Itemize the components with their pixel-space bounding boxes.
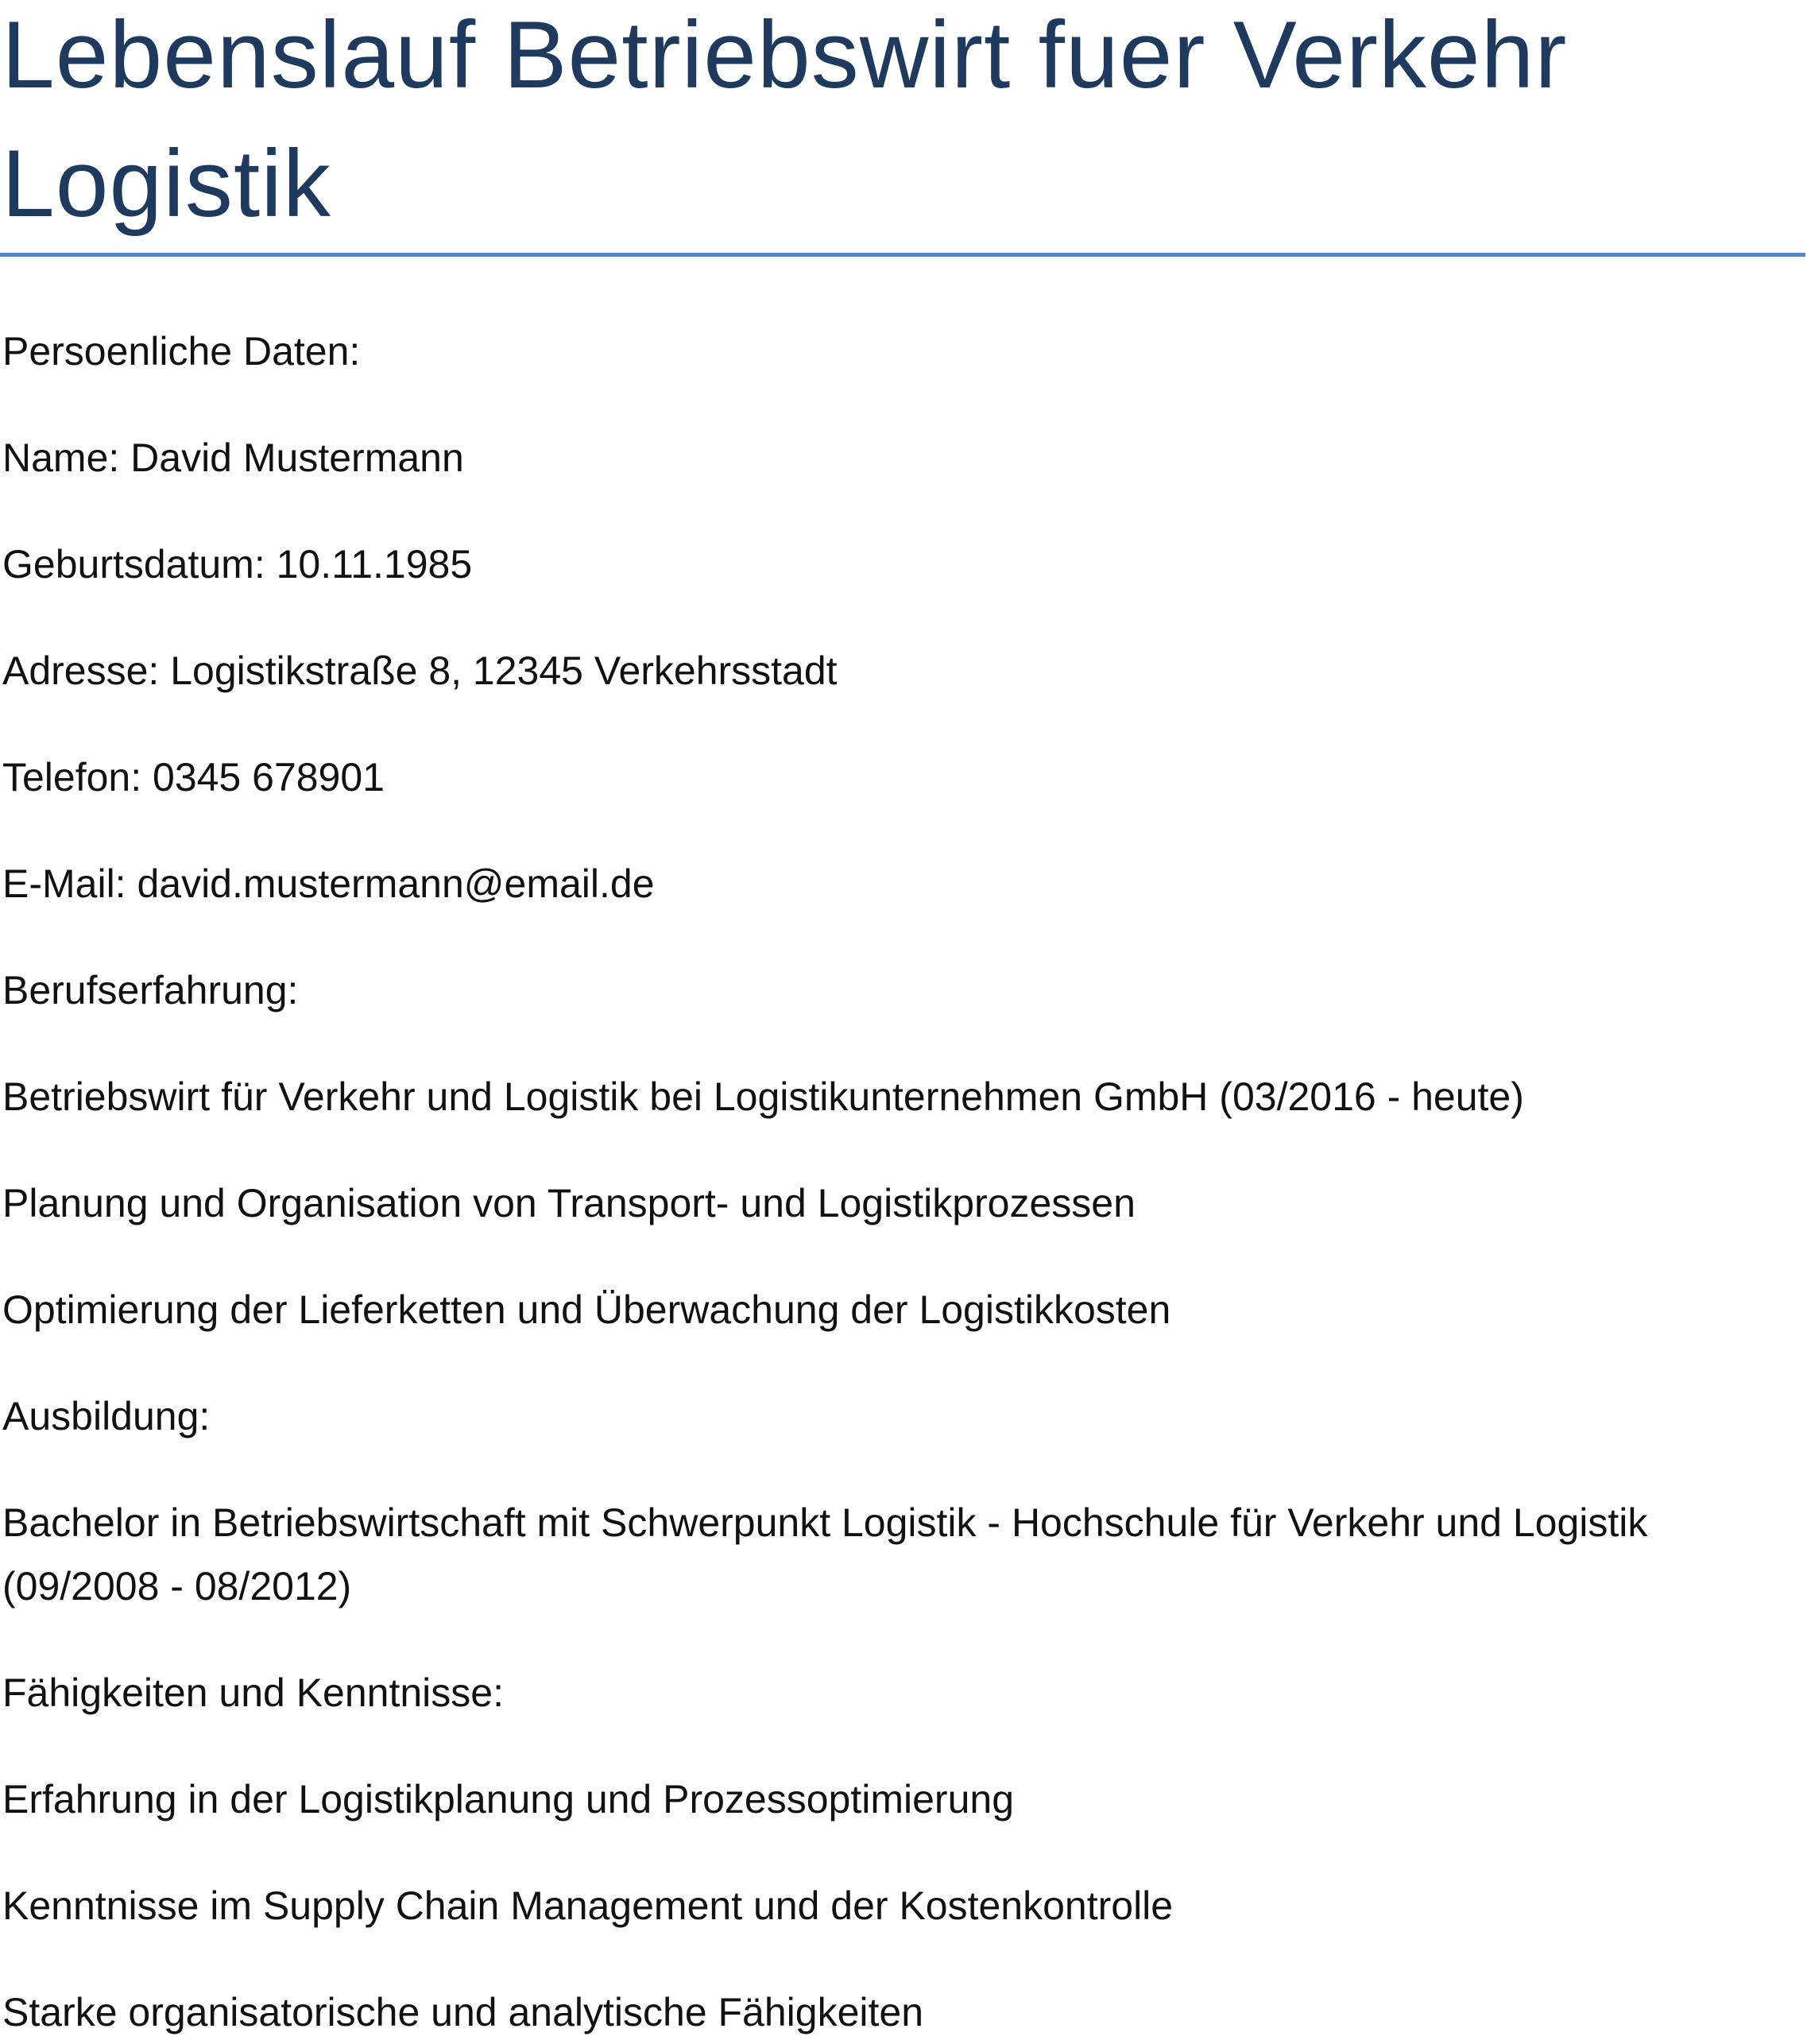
personal-name: Name: David Mustermann [2, 436, 464, 480]
experience-heading: Berufserfahrung: [2, 968, 299, 1012]
experience-item: Planung und Organisation von Transport- und Logistikprozessen [2, 1181, 1136, 1225]
education-item: Bachelor in Betriebswirtschaft mit Schwerpunkt Logistik - Hochschule für Verkehr und Logistik (09/2008 - 08/2012) [2, 1500, 1648, 1608]
personal-phone: Telefon: 0345 678901 [2, 755, 385, 799]
skills-heading: Fähigkeiten und Kenntnisse: [2, 1670, 504, 1715]
document-title: Lebenslauf Betriebswirt fuer Verkehr Logistik [2, 2, 1568, 237]
personal-address: Adresse: Logistikstraße 8, 12345 Verkehrsstadt [2, 648, 838, 693]
education-heading: Ausbildung: [2, 1394, 211, 1438]
title-divider [0, 253, 1805, 257]
personal-email: E-Mail: david.mustermann@email.de [2, 861, 655, 906]
skills-item: Erfahrung in der Logistikplanung und Prozessoptimierung [2, 1777, 1014, 1821]
personal-data-heading: Persoenliche Daten: [2, 329, 361, 374]
experience-item: Optimierung der Lieferketten und Überwachung der Logistikkosten [2, 1287, 1171, 1332]
skills-item: Starke organisatorische und analytische Fähigkeiten [2, 1990, 924, 2034]
personal-birthdate: Geburtsdatum: 10.11.1985 [2, 542, 473, 586]
skills-item: Kenntnisse im Supply Chain Management und der Kostenkontrolle [2, 1883, 1174, 1928]
experience-item: Betriebswirt für Verkehr und Logistik bei Logistikunternehmen GmbH (03/2016 - heute) [2, 1074, 1524, 1119]
